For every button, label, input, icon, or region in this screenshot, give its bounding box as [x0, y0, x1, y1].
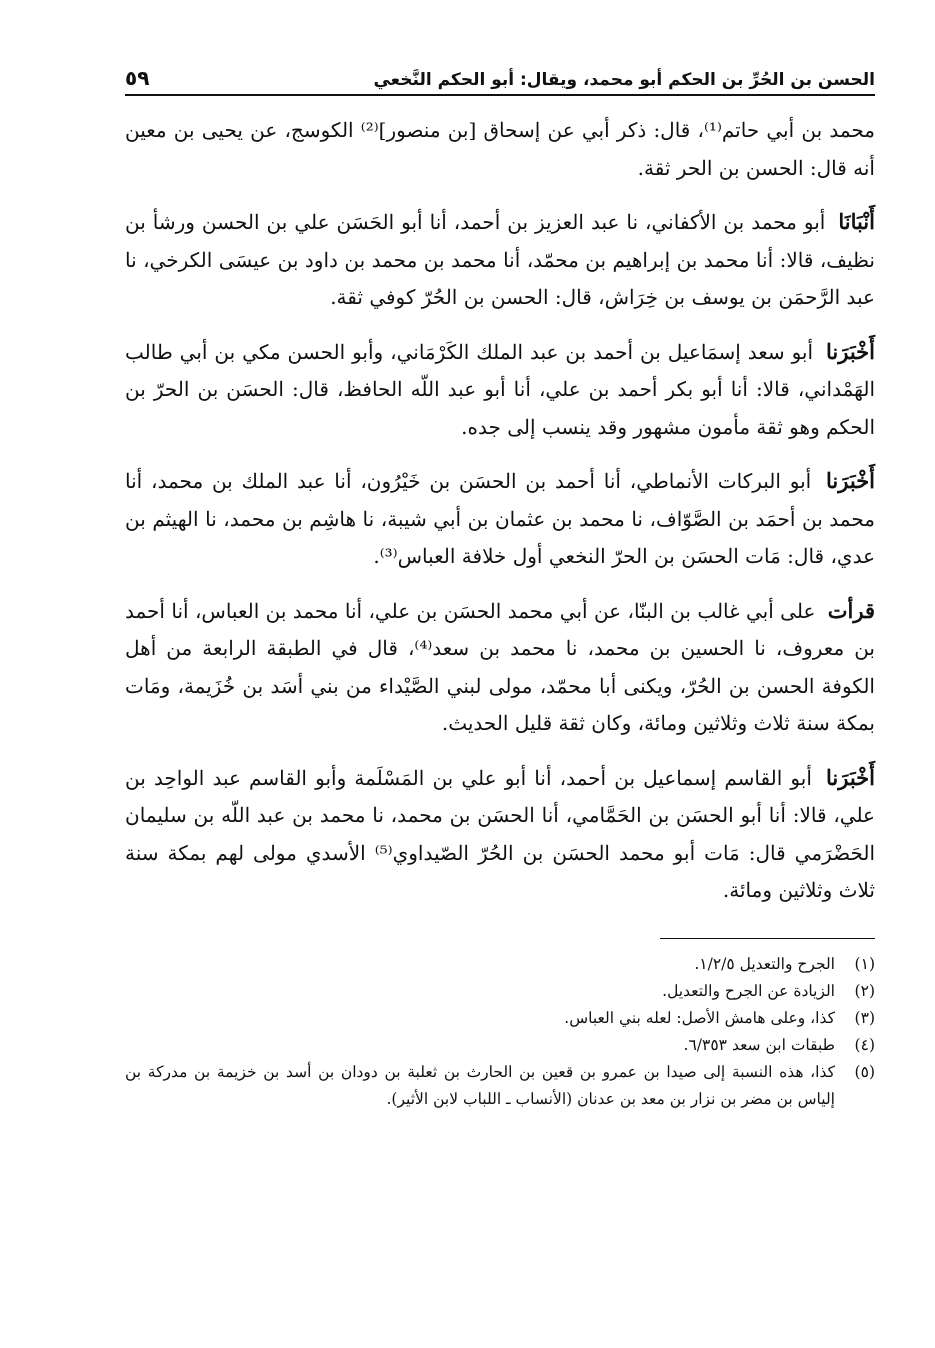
footnote-number: (٥)	[854, 1062, 875, 1081]
footnote	[125, 951, 875, 978]
page-number: ٥٩	[125, 66, 150, 90]
footnote	[125, 1005, 875, 1032]
paragraph	[125, 462, 875, 576]
paragraph	[125, 333, 875, 447]
paragraph	[125, 112, 875, 187]
paragraph-lead: قرأت	[827, 597, 876, 623]
footnote	[125, 1032, 875, 1059]
main-text	[125, 112, 875, 910]
paragraph	[125, 759, 875, 910]
footnote-divider	[660, 938, 875, 939]
paragraph-lead: أَخْبَرَنا	[826, 338, 875, 364]
running-title: الحسن بن الحُرِّ بن الحكم أبو محمد، ويقال: أبو الحكم النَّخعي	[373, 70, 875, 90]
running-header	[125, 52, 875, 96]
paragraph-text: أبو القاسم إسماعيل بن أحمد، أنا أبو علي بن المَسْلَمة وأبو القاسم عبد الواحِد بن علي، قالا: أنا أبو الحسَن بن الحَمَّامي، أنا الحسَن بن محمد، نا محمد بن عبد اللّه بن سليمان الحَضْرَمي قال: مَات أبو محمد الحسَن بن الحُرّ الصّيداوي⁽⁵⁾ الأسدي مولى لهم بمكة سنة ثلاث وثلاثين ومائة.	[125, 765, 876, 902]
footnote	[125, 978, 875, 1005]
footnote-text: الجرح والتعديل ١/٢/٥.	[694, 954, 835, 973]
footnote-text: الزيادة عن الجرح والتعديل.	[662, 981, 835, 1000]
paragraph	[125, 203, 875, 317]
footnote-number: (١)	[854, 954, 875, 973]
footnote-number: (٣)	[854, 1008, 875, 1027]
paragraph-text: أبو محمد بن الأكفاني، نا عبد العزيز بن أحمد، أنا أبو الحَسَن علي بن الحسن ورشأ بن نظيف، قالا: أنا محمد بن إبراهيم بن محمّد، أنا محمد بن محمد بن داود بن عيسَى الكرخي، نا عبد الرَّحمَن بن يوسف بن خِرَاش، قال: الحسن بن الحُرّ كوفي ثقة.	[125, 210, 875, 309]
footnote-text: كذا، وعلى هامش الأصل: لعله بني العباس.	[564, 1008, 835, 1027]
footnotes	[125, 951, 875, 1113]
paragraph-lead: أَنْبَانَا	[838, 209, 875, 234]
footnote-number: (٢)	[854, 981, 875, 1000]
footnote	[125, 1059, 875, 1113]
paragraph-text: على أبي غالب بن البنّا، عن أبي محمد الحسَن بن علي، أنا محمد بن العباس، أنا أحمد بن معروف، نا الحسين بن محمد، نا محمد بن سعد⁽⁴⁾، قال في الطبقة الرابعة من أهل الكوفة الحسن بن الحُرّ، ويكنى أبا محمّد، مولى لبني الصَّيْداء من بني أسَد بن خُزَيمة، ومَات بمكة سنة ثلاث وثلاثين ومائة، وكان ثقة قليل الحديث.	[125, 598, 875, 735]
footnote-text: كذا، هذه النسبة إلى صيدا بن عمرو بن قعين بن الحارث بن ثعلبة بن دودان بن أسد بن خزيمة بن مدركة بن إلياس بن مضر بن نزار بن معد بن عدنان (الأنساب ـ اللباب لابن الأثير).	[125, 1062, 835, 1108]
paragraph-lead: أَخْبَرَنا	[826, 468, 876, 493]
paragraph	[125, 592, 875, 743]
paragraph-text: محمد بن أبي حاتم⁽¹⁾، قال: ذكر أبي عن إسحاق [بن منصور]⁽²⁾ الكوسج، عن يحيى بن معين أنه قال: الحسن بن الحر ثقة.	[125, 118, 875, 180]
paragraph-text: أبو سعد إسمَاعيل بن أحمد بن عبد الملك الكَرْمَاني، وأبو الحسن مكي بن أبي طالب الهَمْداني، قالا: أنا أبو بكر أحمد بن علي، أنا أبو عبد اللّه الحافظ، قال: الحسَن بن الحرّ بن الحكم وهو ثقة مأمون مشهور وقد ينسب إلى جده.	[125, 339, 875, 439]
book-page	[125, 52, 875, 1113]
footnote-text: طبقات ابن سعد ٦/٣٥٣.	[683, 1035, 835, 1054]
paragraph-text: أبو البركات الأنماطي، أنا أحمد بن الحسَن بن خَيْرُون، أنا عبد الملك بن محمد، أنا محمد بن أحمَد بن الصَّوّاف، نا محمد بن عثمان بن أبي شيبة، نا هاشِم بن محمد، نا الهيثم بن عدي، قال: مَات الحسَن بن الحرّ النخعي أول خلافة العباس⁽³⁾.	[125, 469, 875, 568]
footnote-number: (٤)	[854, 1035, 875, 1054]
paragraph-lead: أَخْبَرَنا	[826, 764, 875, 790]
